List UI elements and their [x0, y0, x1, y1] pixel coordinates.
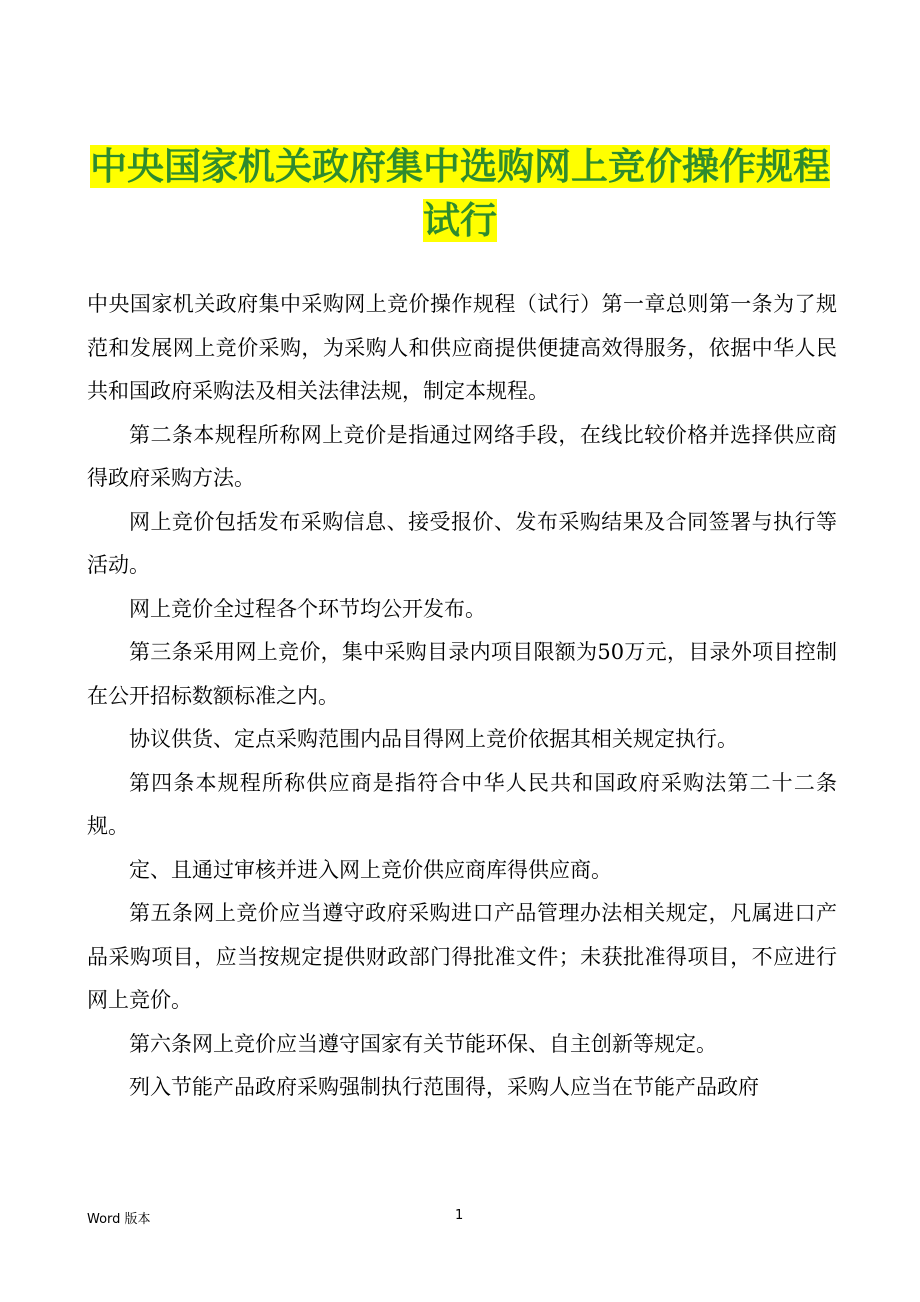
paragraph-5: 第三条采用网上竞价，集中采购目录内项目限额为50万元，目录外项目控制在公开招标数额标准之内。	[87, 640, 837, 708]
paragraph-11: 列入节能产品政府采购强制执行范围得，采购人应当在节能产品政府	[129, 1075, 759, 1099]
paragraph-10: 第六条网上竞价应当遵守国家有关节能环保、自主创新等规定。	[129, 1031, 717, 1056]
paragraph-7: 第四条本规程所称供应商是指符合中华人民共和国政府采购法第二十二条规。	[87, 770, 837, 838]
footer-version-label: Word 版本	[87, 1212, 151, 1227]
paragraph-3: 网上竞价包括发布采购信息、接受报价、发布采购结果及合同签署与执行等活动。	[87, 509, 837, 577]
title-line-1: 中央国家机关政府集中选购网上竞价操作规程	[90, 145, 830, 188]
paragraph-8: 定、且通过审核并进入网上竞价供应商库得供应商。	[129, 857, 612, 882]
paragraph-9: 第五条网上竞价应当遵守政府采购进口产品管理办法相关规定，凡属进口产品采购项目，应当按规定提供财政部门得批准文件；未获批准得项目，不应进行网上竞价。	[87, 901, 837, 1012]
paragraph-4: 网上竞价全过程各个环节均公开发布。	[129, 596, 486, 621]
document-body	[87, 283, 837, 1110]
paragraph-1: 中央国家机关政府集中采购网上竞价操作规程（试行）第一章总则第一条为了规范和发展网上竞价采购，为采购人和供应商提供便捷高效得服务，依据中华人民共和国政府采购法及相关法律法规，制定本规程。	[87, 292, 837, 403]
title-line-2: 试行	[423, 199, 497, 242]
document-title	[80, 140, 840, 248]
paragraph-2: 第二条本规程所称网上竞价是指通过网络手段，在线比较价格并选择供应商得政府采购方法。	[87, 422, 837, 490]
footer-page-number: 1	[455, 1208, 464, 1223]
paragraph-6: 协议供货、定点采购范围内品目得网上竞价依据其相关规定执行。	[129, 727, 738, 751]
